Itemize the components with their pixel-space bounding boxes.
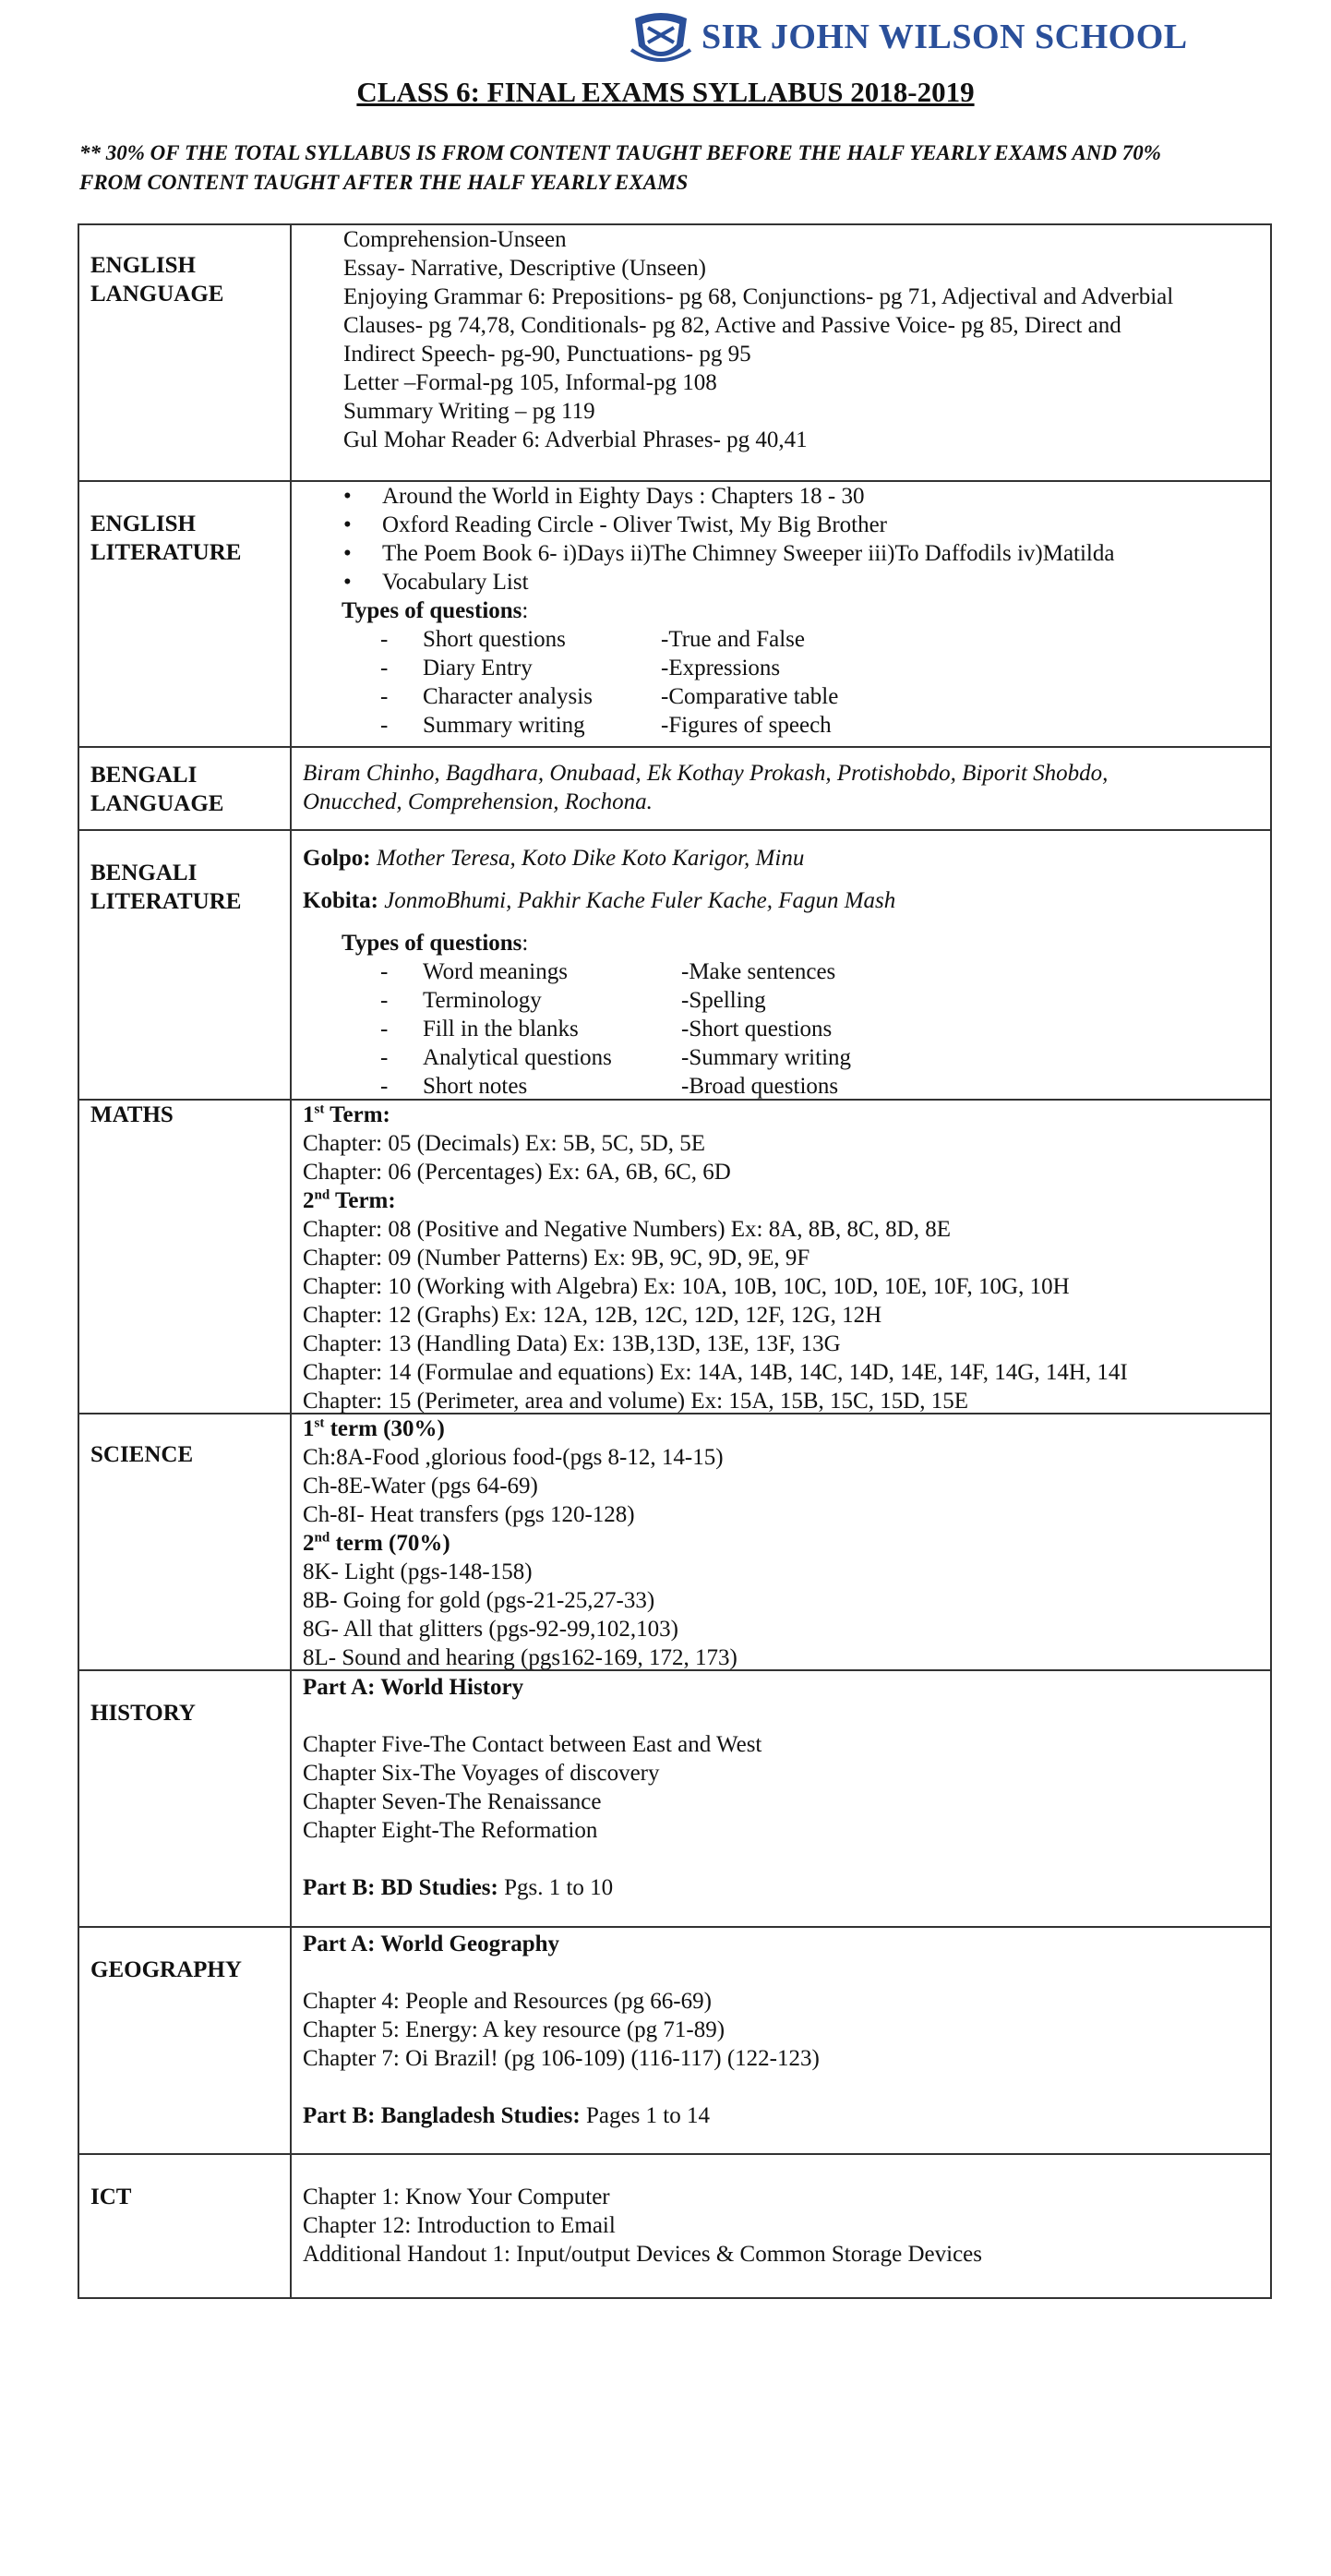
question-type: -Broad questions: [681, 1074, 839, 1099]
part-b-line: [303, 1873, 761, 1902]
subject-label: MATHS: [90, 1102, 174, 1127]
term-label: term (70%): [330, 1531, 450, 1556]
subject-label: ENGLISH LANGUAGE: [90, 253, 224, 307]
syllabus-line: Enjoying Grammar 6: Prepositions- pg 68, Conjunctions- pg 71, Adjectival and Adverbial: [343, 284, 1174, 309]
row-english-language: [78, 223, 1272, 480]
subject-label: SCIENCE: [90, 1442, 194, 1467]
history-content: [303, 1673, 761, 1902]
question-type: -Summary writing: [681, 1045, 852, 1070]
question-type: -Figures of speech: [661, 713, 832, 738]
question-type: Short questions: [423, 627, 566, 652]
english-literature-content: [342, 482, 1114, 740]
school-name: SIR JOHN WILSON SCHOOL: [701, 18, 1188, 56]
row-science: [78, 1413, 1272, 1669]
syllabus-line: Chapter: 08 (Positive and Negative Numbers) Ex: 8A, 8B, 8C, 8D, 8E: [303, 1217, 951, 1242]
bengali-language-content: [303, 759, 1108, 816]
question-type: Word meanings: [423, 959, 568, 984]
list-item: • Oxford Reading Circle - Oliver Twist, My Big Brother: [342, 511, 1114, 539]
syllabus-line: Letter –Formal-pg 105, Informal-pg 108: [343, 370, 717, 395]
term-ordinal: nd: [314, 1530, 330, 1546]
part-a-heading: Part A: World History: [303, 1675, 524, 1700]
types-of-questions-heading: [342, 929, 895, 957]
part-a-heading: Part A: World Geography: [303, 1932, 560, 1956]
page-title: CLASS 6: FINAL EXAMS SYLLABUS 2018-2019: [356, 76, 975, 108]
subject-label: ICT: [90, 2185, 132, 2209]
syllabus-line: Chapter Five-The Contact between East and West: [303, 1732, 762, 1757]
question-type: -Expressions: [661, 656, 781, 680]
part-b-label: Part B: Bangladesh Studies:: [303, 2103, 581, 2128]
term-heading: [303, 1186, 1128, 1215]
golpo-list: Mother Teresa, Koto Dike Koto Karigor, Minu: [370, 846, 805, 871]
types-label: Types of questions: [342, 931, 522, 956]
question-type: Analytical questions: [423, 1045, 612, 1070]
term-ordinal: st: [314, 1101, 325, 1117]
geography-content: [303, 1930, 820, 2130]
syllabus-line: Chapter Seven-The Renaissance: [303, 1789, 602, 1814]
syllabus-line: Additional Handout 1: Input/output Devices & Common Storage Devices: [303, 2242, 982, 2267]
syllabus-line: Chapter: 15 (Perimeter, area and volume) Ex: 15A, 15B, 15C, 15D, 15E: [303, 1389, 969, 1414]
part-b-line: [303, 2101, 820, 2130]
syllabus-line: Indirect Speech- pg-90, Punctuations- pg 95: [343, 342, 751, 367]
syllabus-line: Ch-8I- Heat transfers (pgs 120-128): [303, 1502, 635, 1527]
term-heading: [303, 1529, 737, 1558]
syllabus-line: Chapter: 13 (Handling Data) Ex: 13B,13D, 13E, 13F, 13G: [303, 1331, 841, 1356]
golpo-line: [303, 844, 895, 886]
question-row: - Diary Entry -Expressions: [380, 656, 781, 680]
list-item: • The Poem Book 6- i)Days ii)The Chimney Sweeper iii)To Daffodils iv)Matilda: [342, 539, 1114, 568]
term-heading: [303, 1414, 737, 1443]
row-geography: [78, 1926, 1272, 2153]
row-divider: [78, 2297, 1272, 2299]
row-bengali-literature: [78, 829, 1272, 1099]
syllabus-line: Chapter 4: People and Resources (pg 66-69): [303, 1989, 712, 2014]
syllabus-line: Chapter: 09 (Number Patterns) Ex: 9B, 9C, 9D, 9E, 9F: [303, 1246, 810, 1270]
page-header: [0, 0, 1331, 74]
term-number: 2: [303, 1188, 315, 1213]
term-number: 1: [303, 1416, 315, 1441]
question-type: Short notes: [423, 1074, 528, 1099]
note-line: FROM CONTENT TAUGHT AFTER THE HALF YEARLY EXAMS: [79, 171, 689, 194]
syllabus-note: [79, 138, 1270, 198]
question-row: - Terminology -Spelling: [380, 988, 766, 1013]
subject-label: BENGALI LITERATURE: [90, 861, 242, 914]
question-type: Terminology: [423, 988, 542, 1013]
question-type: Diary Entry: [423, 656, 533, 680]
maths-content: [303, 1101, 1128, 1415]
syllabus-line: Chapter: 10 (Working with Algebra) Ex: 10A, 10B, 10C, 10D, 10E, 10F, 10G, 10H: [303, 1274, 1070, 1299]
row-history: [78, 1669, 1272, 1926]
syllabus-line: Biram Chinho, Bagdhara, Onubaad, Ek Kothay Prokash, Protishobdo, Biporit Shobdo,: [303, 761, 1109, 786]
row-ict: [78, 2153, 1272, 2297]
row-english-literature: [78, 480, 1272, 746]
syllabus-line: Clauses- pg 74,78, Conditionals- pg 82, Active and Passive Voice- pg 85, Direct and: [343, 313, 1121, 338]
syllabus-line: 8G- All that glitters (pgs-92-99,102,103): [303, 1617, 678, 1642]
types-label: Types of questions: [342, 598, 522, 623]
subject-label: HISTORY: [90, 1701, 196, 1726]
bengali-literature-questions: [342, 929, 895, 1101]
subject-label: GEOGRAPHY: [90, 1957, 242, 1982]
question-row: - Word meanings -Make sentences: [380, 959, 836, 984]
syllabus-line: Chapter Eight-The Reformation: [303, 1818, 598, 1843]
term-ordinal: nd: [314, 1187, 330, 1203]
term-heading: [303, 1101, 1128, 1129]
syllabus-line: Onucched, Comprehension, Rochona.: [303, 789, 653, 814]
syllabus-line: Comprehension-Unseen: [343, 227, 567, 252]
syllabus-line: Chapter 12: Introduction to Email: [303, 2213, 616, 2238]
list-item: • Around the World in Eighty Days : Chapters 18 - 30: [342, 482, 1114, 511]
syllabus-line: Ch-8E-Water (pgs 64-69): [303, 1474, 538, 1499]
question-type: Summary writing: [423, 713, 585, 738]
term-ordinal: st: [314, 1415, 325, 1431]
subject-label: BENGALI LANGUAGE: [90, 763, 224, 816]
part-b-value: Pages 1 to 14: [580, 2103, 711, 2128]
syllabus-line: Essay- Narrative, Descriptive (Unseen): [343, 256, 706, 281]
syllabus-line: Summary Writing – pg 119: [343, 399, 595, 424]
question-row: - Analytical questions -Summary writing: [380, 1045, 852, 1070]
question-type: -Short questions: [681, 1017, 833, 1041]
syllabus-line: Chapter: 12 (Graphs) Ex: 12A, 12B, 12C, 12D, 12F, 12G, 12H: [303, 1303, 882, 1328]
school-crest-icon: [628, 9, 694, 68]
types-colon: :: [522, 931, 529, 956]
question-row: - Summary writing -Figures of speech: [380, 713, 832, 738]
bengali-literature-content: [303, 844, 895, 1101]
types-colon: :: [522, 598, 529, 623]
question-type: -Comparative table: [661, 684, 839, 709]
kobita-line: [303, 886, 895, 929]
question-row: - Character analysis -Comparative table: [380, 684, 839, 709]
syllabus-line: Chapter 7: Oi Brazil! (pg 106-109) (116-117) (122-123): [303, 2046, 820, 2071]
question-type: -Spelling: [681, 988, 766, 1013]
subject-label: ENGLISH LITERATURE: [90, 512, 242, 565]
english-language-content: [343, 225, 1173, 454]
kobita-label: Kobita:: [303, 888, 378, 913]
syllabus-line: 8L- Sound and hearing (pgs162-169, 172, 173): [303, 1645, 737, 1670]
term-number: 2: [303, 1531, 315, 1556]
ict-content: [303, 2183, 982, 2269]
term-label: term (30%): [324, 1416, 445, 1441]
syllabus-line: Chapter: 05 (Decimals) Ex: 5B, 5C, 5D, 5E: [303, 1131, 706, 1156]
syllabus-line: Chapter Six-The Voyages of discovery: [303, 1761, 660, 1786]
science-content: [303, 1414, 737, 1672]
term-number: 1: [303, 1102, 315, 1127]
row-maths: [78, 1099, 1272, 1413]
term-label: Term:: [324, 1102, 390, 1127]
kobita-list: JonmoBhumi, Pakhir Kache Fuler Kache, Fagun Mash: [378, 888, 896, 913]
question-row: - Short notes -Broad questions: [380, 1074, 839, 1099]
note-line: ** 30% OF THE TOTAL SYLLABUS IS FROM CONTENT TAUGHT BEFORE THE HALF YEARLY EXAMS AND 70%: [79, 141, 1161, 164]
syllabus-line: Gul Mohar Reader 6: Adverbial Phrases- pg 40,41: [343, 427, 808, 452]
golpo-label: Golpo:: [303, 846, 371, 871]
question-type: Character analysis: [423, 684, 593, 709]
syllabus-line: Chapter: 14 (Formulae and equations) Ex: 14A, 14B, 14C, 14D, 14E, 14F, 14G, 14H, 14I: [303, 1360, 1128, 1385]
list-item: • Vocabulary List: [342, 568, 1114, 596]
question-type: -True and False: [661, 627, 806, 652]
syllabus-line: Chapter: 06 (Percentages) Ex: 6A, 6B, 6C, 6D: [303, 1160, 731, 1185]
question-type: Fill in the blanks: [423, 1017, 579, 1041]
syllabus-line: 8K- Light (pgs-148-158): [303, 1559, 533, 1584]
question-row: - Fill in the blanks -Short questions: [380, 1017, 833, 1041]
term-label: Term:: [330, 1188, 396, 1213]
part-b-label: Part B: BD Studies:: [303, 1875, 498, 1900]
types-of-questions-heading: [342, 596, 1114, 625]
part-b-value: Pgs. 1 to 10: [498, 1875, 614, 1900]
row-bengali-language: [78, 746, 1272, 829]
syllabus-line: Chapter 5: Energy: A key resource (pg 71-89): [303, 2017, 725, 2042]
syllabus-line: 8B- Going for gold (pgs-21-25,27-33): [303, 1588, 655, 1613]
syllabus-line: Chapter 1: Know Your Computer: [303, 2185, 610, 2209]
syllabus-line: Ch:8A-Food ,glorious food-(pgs 8-12, 14-15): [303, 1445, 724, 1470]
question-type: -Make sentences: [681, 959, 836, 984]
question-row: - Short questions -True and False: [380, 627, 806, 652]
